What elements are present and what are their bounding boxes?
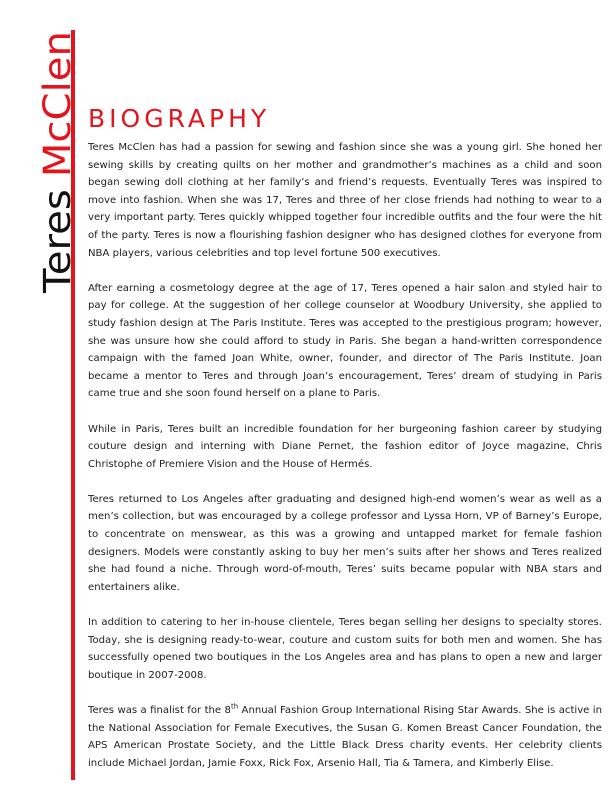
bio-paragraph-6-end: Annual Fashion Group International Rising Star Awards. She is active in the National Association for Female Executives, the Susan G. Komen Breast Cancer Foundation, the APS American Prostate Society, and the Little Black Dress charity events. Her celebrity clients include Michael Jordan, Jamie Foxx, Rick Fox, Arsenio Hall, Tia & Tamera, and Kimberly Elise. — [88, 705, 602, 769]
accent-rule — [71, 30, 75, 780]
bio-paragraph-3: While in Paris, Teres built an incredible foundation for her burgeoning fashion career by studying couture design and interning with Diane Pernet, the fashion editor of Joyce magazine, Chris Christophe of Premiere Vision and the House of Hermés. — [88, 423, 602, 470]
bio-paragraph-1: Teres McClen has had a passion for sewing and fashion since she was a young girl. She honed her sewing skills by creating quilts on her mother and grandmother’s machines as a child and soon began sewing doll clothing at her family’s and friend’s requests. Eventually Teres was inspired to move into fashion. When she was 17, Teres and three of her close friends had nothing to wear to a very important party. Teres quickly whipped together four incredible outfits and the four were the hit of the party. Teres is now a flourishing fashion designer who has designed clothes for everyone from NBA players, various celebrities and top level fortune 500 executives. — [88, 142, 602, 259]
section-title: BIOGRAPHY — [88, 104, 271, 133]
bio-paragraph-4: Teres returned to Los Angeles after graduating and designed high-end women’s wear as well as a men’s collection, but was encouraged by a college professor and Lyssa Horn, VP of Barney’s Europe, to concentrate on menswear, as this was a growing and untapped market for female fashion designers. Models were constantly asking to buy her men’s suits after her shows and Teres realized she had found a niche. Through word-of-mouth, Teres’ suits became popular with NBA stars and entertainers alike. — [88, 493, 602, 593]
name-last: McClen — [36, 42, 79, 178]
bio-paragraph-2: After earning a cosmetology degree at the age of 17, Teres opened a hair salon and styled hair to pay for college. At the suggestion of her college counselor at Woodbury University, she applied to study fashion design at The Paris Institute. Teres was accepted to the prestigious program; however, she was unsure how she could afford to study in Paris. She began a hand-written correspondence campaign with the famed Joan White, owner, founder, and director of The Paris Institute. Joan became a mentor to Teres and through Joan’s encouragement, Teres’ dream of studying in Paris came true and she soon found herself on a plane to Paris. — [88, 282, 602, 400]
bio-paragraph-5: In addition to catering to her in-house clientele, Teres began selling her designs to specialty stores. Today, she is designing ready-to-wear, couture and custom suits for both men and women. She has successfully opened two boutiques in the Los Angeles area and has plans to open a new and larger boutique in 2007-2008. — [88, 617, 602, 681]
biography-body — [88, 139, 602, 772]
name-first: Teres — [36, 197, 79, 293]
bio-paragraph-6 — [88, 702, 602, 772]
ordinal-suffix: th — [230, 702, 239, 711]
bio-paragraph-6-start: Teres was a finalist for the 8 — [88, 705, 231, 716]
